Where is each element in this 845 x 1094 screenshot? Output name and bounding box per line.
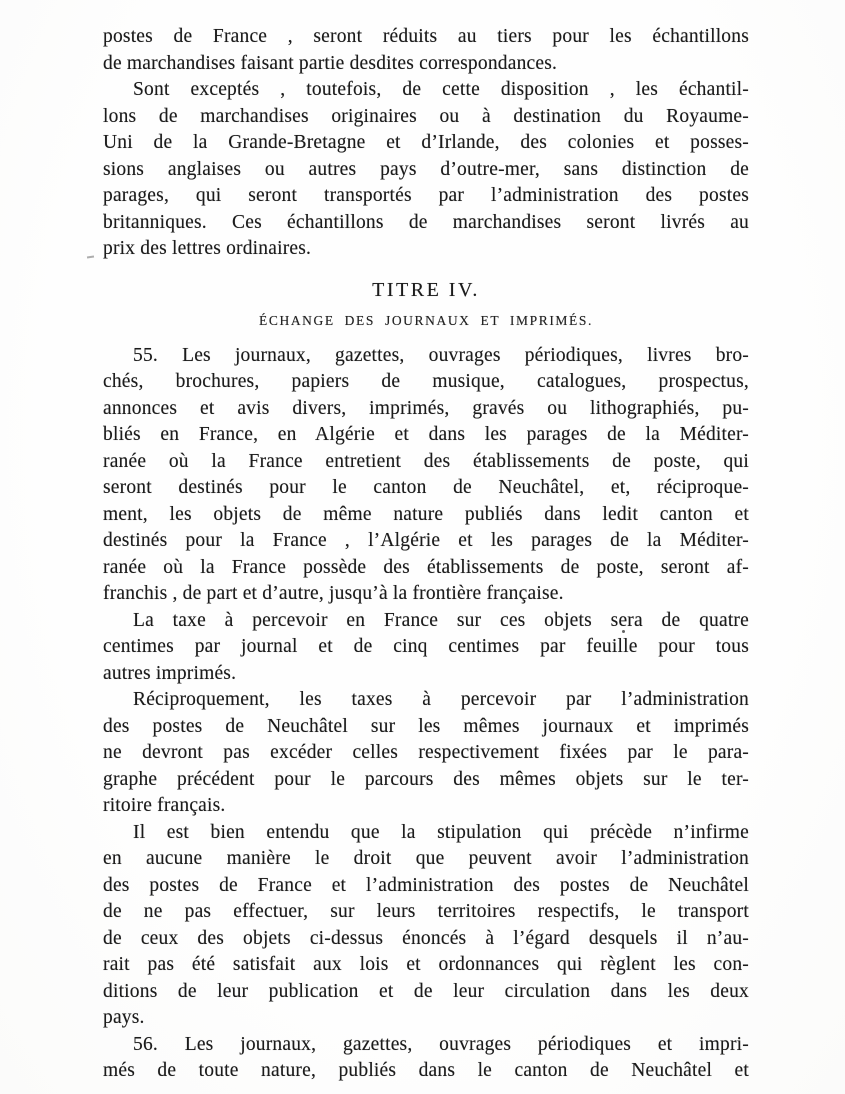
text-line: parages, qui seront transportés par l’administration des postes	[103, 185, 749, 206]
text-line: lons de marchandises originaires ou à destination du Royaume-	[103, 105, 749, 127]
paragraph	[103, 608, 749, 688]
text-line: rait pas été satisfait aux lois et ordonnances qui règlent les con-	[103, 954, 749, 975]
text-line: graphe précédent pour le parcours des mêmes objets sur le ter-	[103, 768, 749, 790]
text-line: centimes par journal et de cinq centimes par feuille pour tous	[103, 636, 749, 657]
text-line: postes de France , seront réduits au tiers pour les échantillons	[103, 26, 749, 47]
text-line: 56. Les journaux, gazettes, ouvrages périodiques et impri-	[133, 1033, 749, 1055]
text-line: 55. Les journaux, gazettes, ouvrages périodiques, livres bro-	[133, 344, 749, 366]
text-line: franchis , de part et d’autre, jusqu’à la frontière française.	[103, 583, 564, 604]
text-line: Sont exceptés , toutefois, de cette disposition , les échantil-	[133, 79, 749, 100]
text-line: Réciproquement, les taxes à percevoir par l’administration	[133, 689, 749, 710]
text-line: Il est bien entendu que la stipulation qui précède n’infirme	[133, 821, 749, 843]
paragraph	[103, 24, 749, 77]
section-heading: TITRE IV.	[372, 278, 480, 301]
text-line: en aucune manière le droit que peuvent avoir l’administration	[103, 848, 749, 869]
text-line: autres imprimés.	[103, 662, 237, 684]
text-line: de ceux des objets ci-dessus énoncés à l’égard desquels il n’au-	[103, 927, 749, 949]
text-line: La taxe à percevoir en France sur ces objets sera de quatre	[133, 609, 749, 631]
text-line: bliés en France, en Algérie et dans les parages de la Méditer-	[103, 424, 749, 445]
scan-artifact-dash	[87, 256, 94, 259]
text-line: ne devront pas excéder celles respectivement fixées par le para-	[103, 742, 749, 763]
text-line: prix des lettres ordinaires.	[103, 238, 312, 259]
text-line: ditions de leur publication et de leur circulation dans les deux	[103, 980, 749, 1002]
text-line: pays.	[103, 1007, 145, 1028]
text-line: ment, les objets de même nature publiés dans ledit canton et	[103, 503, 749, 525]
paragraph	[103, 77, 749, 263]
paragraph	[103, 820, 749, 1032]
scan-artifact-dot	[622, 630, 625, 633]
text-line: seront destinés pour le canton de Neuchâtel, et, réciproque-	[103, 477, 749, 498]
text-line: destinés pour la France , l’Algérie et les parages de la Méditer-	[103, 530, 749, 551]
text-line: Uni de la Grande-Bretagne et d’Irlande, des colonies et posses-	[103, 132, 749, 153]
paragraph	[103, 343, 749, 608]
text-line: sions anglaises ou autres pays d’outre-mer, sans distinction de	[103, 158, 749, 180]
text-line: de ne pas effectuer, sur leurs territoires respectifs, le transport	[103, 901, 749, 922]
text-block	[103, 24, 749, 1085]
text-line: des postes de Neuchâtel sur les mêmes journaux et imprimés	[103, 715, 749, 737]
paragraph	[103, 1032, 749, 1085]
text-line: britanniques. Ces échantillons de marchandises seront livrés au	[103, 211, 749, 233]
text-line: ritoire français.	[103, 795, 226, 816]
text-line: annonces et avis divers, imprimés, gravés ou lithographiés, pu-	[103, 397, 749, 419]
text-line: més de toute nature, publiés dans le canton de Neuchâtel et	[103, 1060, 749, 1081]
text-line: ranée où la France entretient des établissements de poste, qui	[103, 450, 749, 472]
text-line: de marchandises faisant partie desdites correspondances.	[103, 52, 558, 74]
text-line: ranée où la France possède des établissements de poste, seront af-	[103, 556, 749, 578]
paragraph	[103, 687, 749, 820]
text-line: chés, brochures, papiers de musique, catalogues, prospectus,	[103, 371, 749, 392]
section-subheading: ÉCHANGE DES JOURNAUX ET IMPRIMÉS.	[259, 312, 593, 328]
text-line: des postes de France et l’administration des postes de Neuchâtel	[103, 874, 749, 896]
